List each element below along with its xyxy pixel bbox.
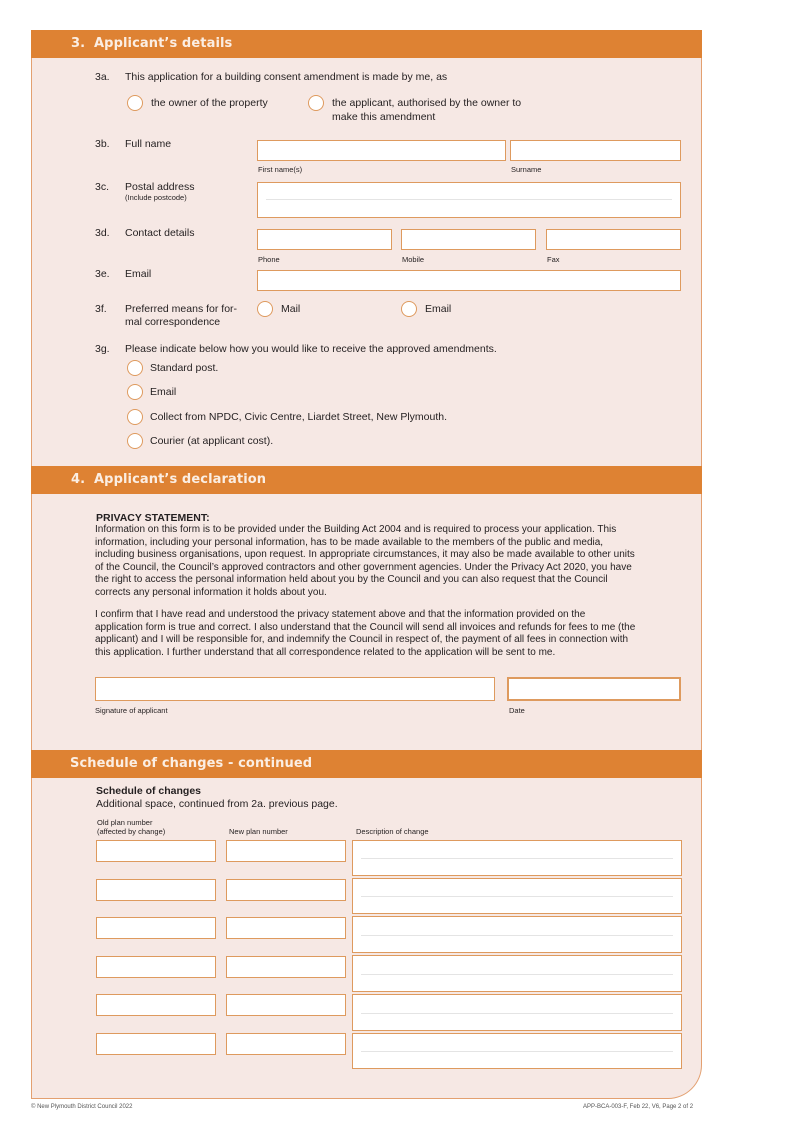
schedule-header [31,750,702,778]
declaration-line: application form is true and correct. I also understand that the Council will send all invoices and refunds for fees to me (the [95,621,636,633]
mobile-caption: Mobile [402,255,425,264]
declaration-line: this application. I further understand that all correspondence related to the application will be sent to me. [95,646,556,658]
new-plan-number-field-5[interactable] [226,994,346,1016]
writing-rule [361,1013,673,1014]
question-3a-label: This application for a building consent amendment is made by me, as [125,71,448,83]
privacy-line: of the Council, the Council’s approved contractors and other government agencies. Under the Privacy Act 2020, you have [95,561,632,573]
radio-owner-of-property[interactable] [127,95,143,111]
radio-correspondence-email[interactable] [401,301,417,317]
mobile-field[interactable] [401,229,536,250]
question-3c-sublabel: (Include postcode) [125,193,187,202]
old-plan-number-field-2[interactable] [96,879,216,901]
declaration-statement [95,609,685,659]
writing-rule [361,896,673,897]
old-plan-number-field-6[interactable] [96,1033,216,1055]
fax-caption: Fax [547,255,560,264]
question-3e-label: Email [125,268,152,280]
radio-label-courier: Courier (at applicant cost). [150,435,274,447]
section-number: 3. [71,36,86,51]
writing-rule [361,935,673,936]
description-field-2[interactable] [352,878,682,914]
question-3f-label-line2: mal correspondence [125,316,221,328]
question-number-3c: 3c. [95,181,110,193]
phone-field[interactable] [257,229,392,250]
radio-label-delivery-email: Email [150,386,177,398]
question-number-3b: 3b. [95,138,110,150]
email-field[interactable] [257,270,681,291]
description-field-6[interactable] [352,1033,682,1069]
schedule-subheading: Additional space, continued from 2a. previous page. [96,798,338,810]
privacy-line: Information on this form is to be provided under the Building Act 2004 and is required to process your application. This [95,524,617,535]
section-number: 4. [71,472,86,487]
description-field-4[interactable] [352,955,682,992]
description-field-1[interactable] [352,840,682,876]
schedule-heading: Schedule of changes [96,785,202,797]
question-number-3f: 3f. [95,303,107,315]
question-number-3e: 3e. [95,268,110,280]
privacy-line: including business organisations, upon request. In appropriate circumstances, it may also be made available to other units [95,549,635,560]
surname-caption: Surname [511,165,542,174]
first-name-caption: First name(s) [258,165,303,174]
declaration-line: applicant) and I will be responsible for, and indemnify the Council in respect of, the payment of all fees in connection with [95,634,629,645]
old-plan-number-field-5[interactable] [96,994,216,1016]
old-plan-number-field-1[interactable] [96,840,216,862]
new-plan-number-field-6[interactable] [226,1033,346,1055]
section-4-header [31,466,702,494]
radio-label-authorised-line1: the applicant, authorised by the owner to [332,97,522,109]
surname-field[interactable] [510,140,681,161]
old-plan-number-field-3[interactable] [96,917,216,939]
radio-label-mail: Mail [281,303,301,315]
radio-delivery-collect[interactable] [127,409,143,425]
question-number-3d: 3d. [95,227,110,239]
section-3-header [31,30,702,58]
col-header-old-plan-line2: (affected by change) [97,827,166,836]
privacy-heading: PRIVACY STATEMENT: [96,512,210,524]
old-plan-number-field-4[interactable] [96,956,216,978]
section-title: Applicant’s declaration [94,472,267,487]
privacy-line: information, including your personal information, has to be made available to the members of the public and media, [95,536,604,548]
phone-caption: Phone [258,255,280,264]
radio-label-standard-post: Standard post. [150,362,219,374]
writing-rule [266,199,672,200]
question-3g-label: Please indicate below how you would like to receive the approved amendments. [125,343,497,355]
privacy-statement [95,524,685,599]
radio-delivery-courier[interactable] [127,433,143,449]
privacy-line: the right to access the personal information held about you by the Council and you can also request that the Council [95,574,608,585]
date-caption: Date [509,706,525,715]
radio-authorised-applicant[interactable] [308,95,324,111]
radio-delivery-standard-post[interactable] [127,360,143,376]
col-header-old-plan-line1: Old plan number [97,818,153,827]
privacy-line: corrects any personal information it holds about you. [95,586,327,598]
radio-label-owner: the owner of the property [151,97,268,109]
description-field-5[interactable] [352,994,682,1031]
section-title: Schedule of changes - continued [70,756,313,771]
fax-field[interactable] [546,229,681,250]
question-number-3a: 3a. [95,71,110,83]
question-3d-label: Contact details [125,227,195,239]
radio-label-authorised-line2: make this amendment [332,111,436,123]
writing-rule [361,974,673,975]
date-field[interactable] [507,677,681,701]
question-3c-label: Postal address [125,181,195,193]
new-plan-number-field-3[interactable] [226,917,346,939]
radio-label-collect: Collect from NPDC, Civic Centre, Liardet Street, New Plymouth. [150,411,448,423]
col-header-new-plan: New plan number [229,827,288,836]
col-header-description: Description of change [356,827,429,836]
section-title: Applicant’s details [94,36,233,51]
writing-rule [361,858,673,859]
radio-delivery-email[interactable] [127,384,143,400]
question-3b-label: Full name [125,138,172,150]
footer-copyright: © New Plymouth District Council 2022 [31,1104,133,1110]
first-name-field[interactable] [257,140,506,161]
signature-caption: Signature of applicant [95,706,168,715]
writing-rule [361,1051,673,1052]
new-plan-number-field-4[interactable] [226,956,346,978]
question-3f-label-line1: Preferred means for for- [125,303,238,315]
declaration-line: I confirm that I have read and understood the privacy statement above and that the information provided on the [95,609,586,620]
new-plan-number-field-2[interactable] [226,879,346,901]
new-plan-number-field-1[interactable] [226,840,346,862]
signature-field[interactable] [95,677,495,701]
postal-address-field[interactable] [257,182,681,218]
footer-form-reference: APP-BCA-003-F, Feb 22, V6, Page 2 of 2 [583,1104,694,1110]
description-field-3[interactable] [352,916,682,953]
radio-label-email: Email [425,303,452,315]
radio-correspondence-mail[interactable] [257,301,273,317]
question-number-3g: 3g. [95,343,110,355]
